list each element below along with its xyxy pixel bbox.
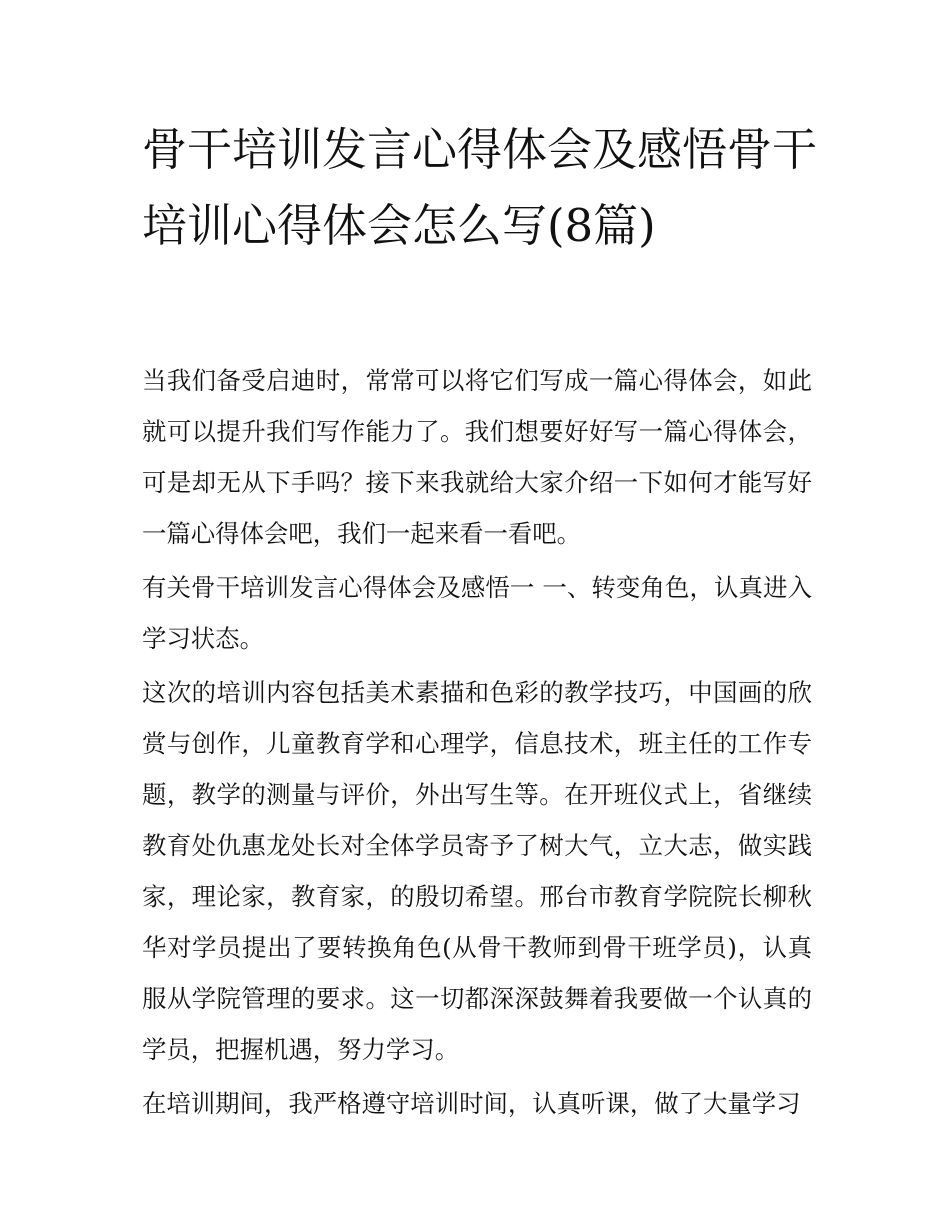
paragraph-training-content: 这次的培训内容包括美术素描和色彩的教学技巧，中国画的欣赏与创作，儿童教育学和心理学，信息技术，班主任的工作专题，教学的测量与评价，外出写生等。在开班仪式上，省继续教育处仇惠龙处长对全体学员寄予了树大气，立大志，做实践家，理论家，教育家，的殷切希望。邢台市教育学院院长柳秋华对学员提出了要转换角色(从骨干教师到骨干班学员)，认真服从学院管理的要求。这一切都深深鼓舞着我要做一个认真的学员，把握机遇，努力学习。 [142,678,812,1064]
paragraph-section-heading: 有关骨干培训发言心得体会及感悟一 一、转变角色，认真进入学习状态。 [142,573,812,653]
document-title: 骨干培训发言心得体会及感悟骨干培训心得体会怎么写(8篇) [142,123,818,252]
document-body [142,355,812,1132]
paragraph-training-period: 在培训期间，我严格遵守培训时间，认真听课，做了大量学习 [142,1089,801,1118]
paragraph-intro: 当我们备受启迪时，常常可以将它们写成一篇心得体会，如此就可以提升我们写作能力了。我们想要好好写一篇心得体会，可是却无从下手吗？接下来我就给大家介绍一下如何才能写好一篇心得体会吧，我们一起来看一看吧。 [142,366,812,548]
